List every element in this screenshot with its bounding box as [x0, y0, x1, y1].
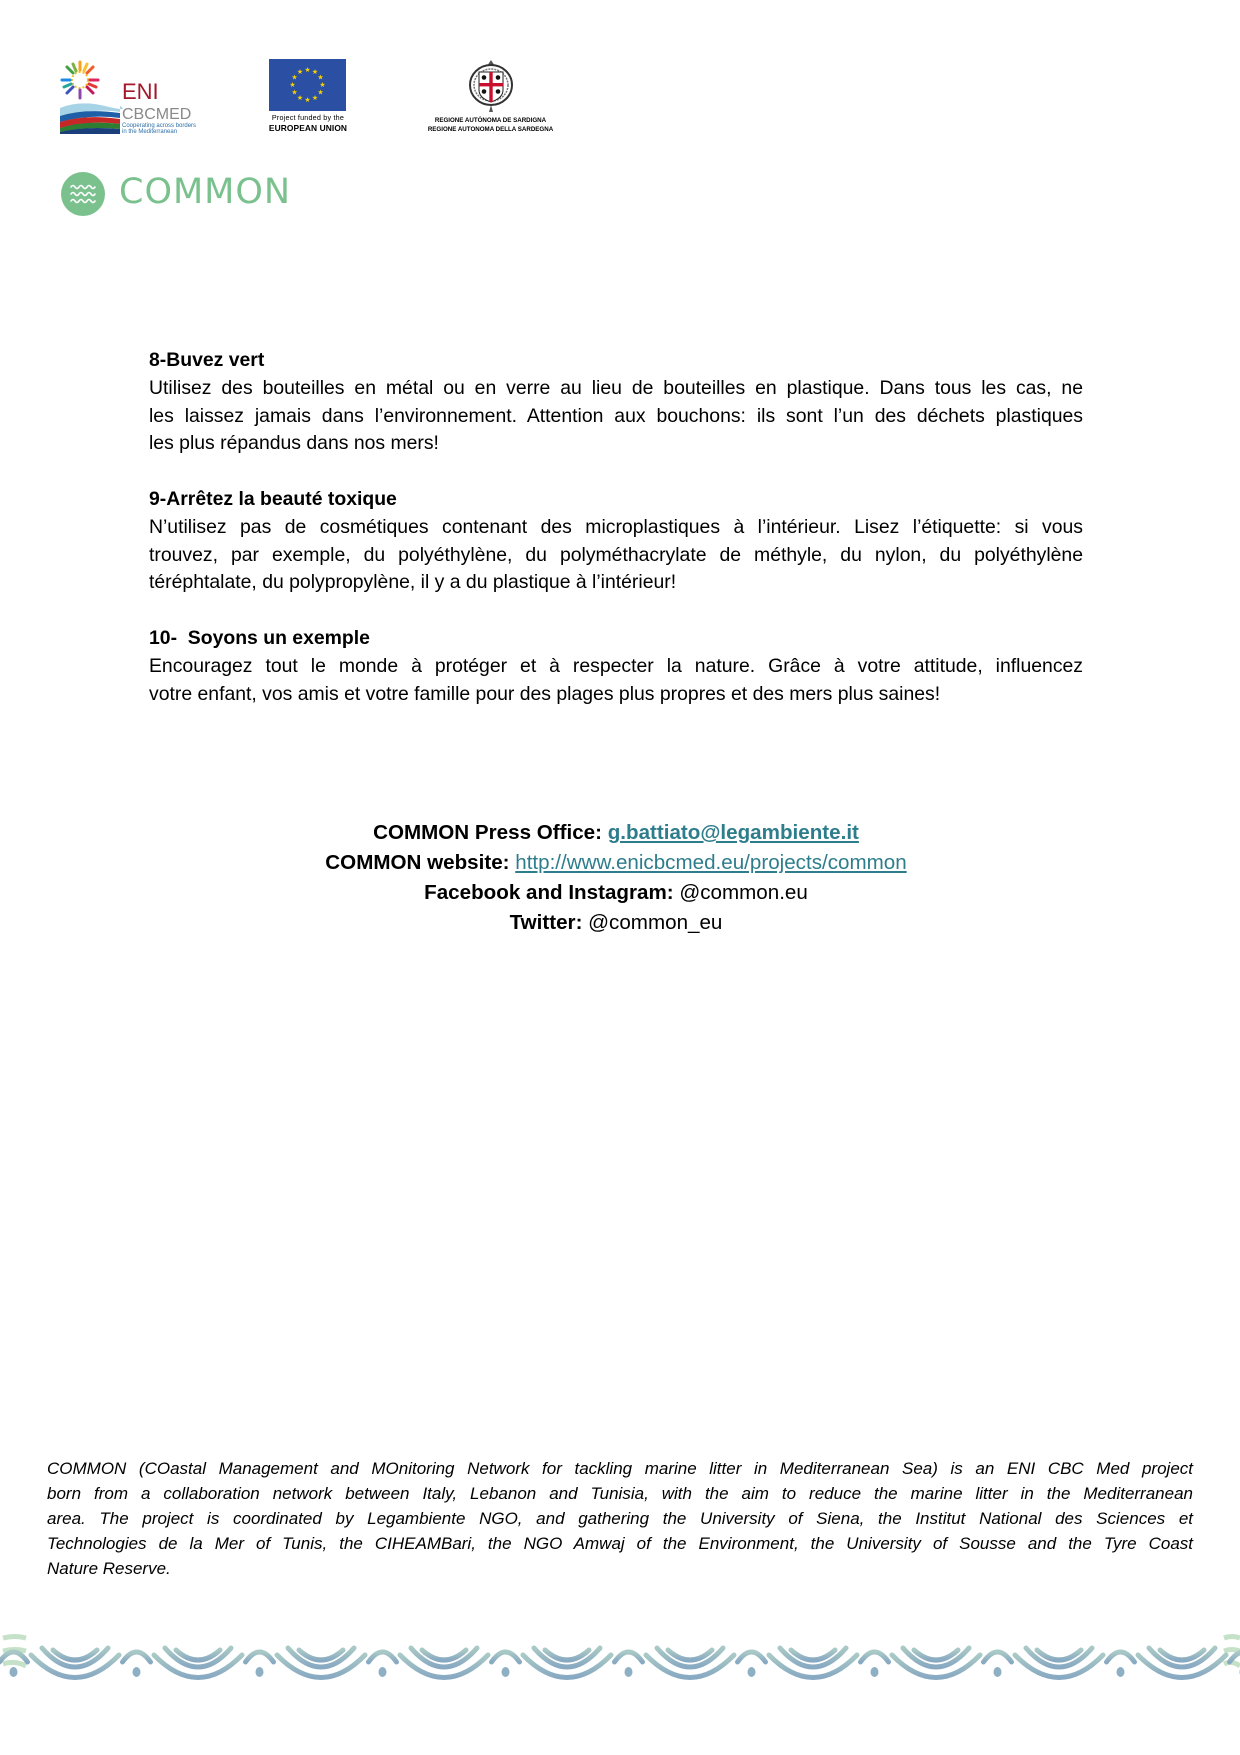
section-paragraph: [149, 375, 1083, 458]
section-paragraph: [149, 653, 1083, 709]
section-title: 10- Soyons un exemple: [149, 626, 370, 649]
tips-body: [149, 347, 1083, 736]
paragraph-line: Encouragez tout le monde à protéger et à respecter la nature. Grâce à votre attitude, influencez: [149, 654, 1083, 677]
section-buvez-vert: [149, 347, 1083, 458]
wave-unit: [523, 1648, 643, 1678]
svg-text:★: ★: [296, 94, 304, 102]
website-link[interactable]: http://www.enicbcmed.eu/projects/common: [515, 851, 907, 874]
svg-text:★: ★: [317, 73, 324, 82]
paragraph-line: trouvez, par exemple, du polyéthylène, du polyméthacrylate de méthyle, du nylon, du polyéthylène: [149, 543, 1083, 566]
eni-cbcmed-logo: [60, 58, 210, 138]
twitter-label: Twitter:: [509, 911, 589, 934]
press-office-label: COMMON Press Office:: [373, 821, 608, 844]
eu-caption-union: EUROPEAN UNION: [268, 123, 348, 133]
sardinia-coat-of-arms-icon: [467, 58, 515, 114]
svg-text:★: ★: [317, 88, 324, 97]
sardegna-logo: [418, 58, 563, 138]
wave-unit: [1015, 1648, 1135, 1678]
social-line: [0, 878, 1232, 908]
wave-unit: [277, 1648, 397, 1678]
wave-unit: [769, 1648, 889, 1678]
twitter-handle: @common_eu: [588, 911, 723, 934]
section-title: 8-Buvez vert: [149, 349, 265, 371]
paragraph-line: votre enfant, vos amis et votre famille pour des plages plus propres et des mers plus saines!: [149, 682, 941, 705]
svg-text:★: ★: [291, 73, 298, 82]
svg-text:★: ★: [304, 66, 311, 74]
common-project-logo: [61, 170, 291, 218]
paragraph-line: téréphtalate, du polypropylène, il y a du plastique à l’intérieur!: [149, 571, 677, 594]
paragraph-line: les plus répandus dans nos mers!: [149, 432, 439, 455]
website-line: [0, 848, 1232, 878]
twitter-line: [0, 908, 1232, 938]
press-email-link[interactable]: g.battiato@legambiente.it: [607, 821, 859, 844]
svg-text:★: ★: [311, 94, 319, 102]
svg-text:★: ★: [289, 81, 296, 89]
wave-pattern-icon: [0, 1620, 1240, 1720]
svg-text:ENI: ENI: [122, 79, 159, 104]
svg-text:in the Mediterranean: in the Mediterranean: [122, 129, 178, 135]
section-title: 9-Arrêtez la beauté toxique: [149, 487, 397, 510]
eu-caption-funded: Project funded by the: [271, 113, 345, 122]
contact-block: [0, 818, 1232, 938]
wave-unit: [400, 1648, 520, 1678]
common-wordmark: COMMON: [119, 172, 292, 212]
eu-flag-icon: [269, 59, 346, 111]
paragraph-line: N’utilisez pas de cosmétiques contenant des microplastiques à l’intérieur. Lisez l’étiquette: si vous: [149, 515, 1083, 538]
svg-text:CBCMED: CBCMED: [122, 106, 192, 123]
project-description: [47, 1456, 1193, 1581]
svg-text:Cooperating across borders: Cooperating across borders: [122, 123, 197, 129]
description-line: Nature Reserve.: [47, 1559, 171, 1578]
description-line: area. The project is coordinated by Legambiente NGO, and gathering the University of Siena, the Institut National des Sciences et: [47, 1509, 1193, 1528]
press-office-line: [0, 818, 1232, 848]
wave-unit: [154, 1648, 274, 1678]
description-line: COMMON (COastal Management and MOnitoring Network for tackling marine litter in Mediterranean Sea) is an ENI CBC Med project: [47, 1459, 1193, 1478]
section-paragraph: [149, 514, 1083, 597]
description-line: Technologies de la Mer of Tunis, the CIHEAMBari, the NGO Amwaj of the Environment, the University of Sousse and the Tyre Coast: [47, 1534, 1193, 1553]
common-waves-icon: [61, 172, 105, 216]
social-label: Facebook and Instagram:: [424, 881, 680, 904]
wave-border-decoration: [0, 1620, 1240, 1720]
wave-unit: [892, 1648, 1012, 1678]
paragraph-line: les laissez jamais dans l’environnement. Attention aux bouchons: ils sont l’un des déchets plastiques: [149, 404, 1083, 427]
eu-logo: [267, 59, 349, 137]
svg-text:★: ★: [311, 68, 319, 76]
wave-unit: [31, 1648, 151, 1678]
section-beaute-toxique: [149, 486, 1083, 597]
eni-sun-waves-icon: [60, 58, 210, 138]
paragraph-line: Utilisez des bouteilles en métal ou en verre au lieu de bouteilles en plastique. Dans tous les cas, ne: [149, 376, 1083, 399]
website-label: COMMON website:: [325, 851, 516, 874]
svg-text:★: ★: [291, 88, 298, 97]
section-soyons-exemple: [149, 625, 1083, 708]
sardegna-caption-italian: REGIONE AUTONOMA DELLA SARDEGNA: [427, 126, 554, 133]
sardegna-caption-sardinian: REGIONE AUTÒNOMA DE SARDIGNA: [434, 117, 547, 124]
svg-text:★: ★: [296, 68, 304, 76]
svg-text:★: ★: [304, 96, 311, 104]
description-line: born from a collaboration network between Italy, Lebanon and Tunisia, with the aim to reduce the marine litter in the Mediterranean: [47, 1484, 1193, 1503]
wave-unit: [646, 1648, 766, 1678]
social-handle: @common.eu: [679, 881, 808, 904]
svg-text:★: ★: [319, 81, 326, 89]
